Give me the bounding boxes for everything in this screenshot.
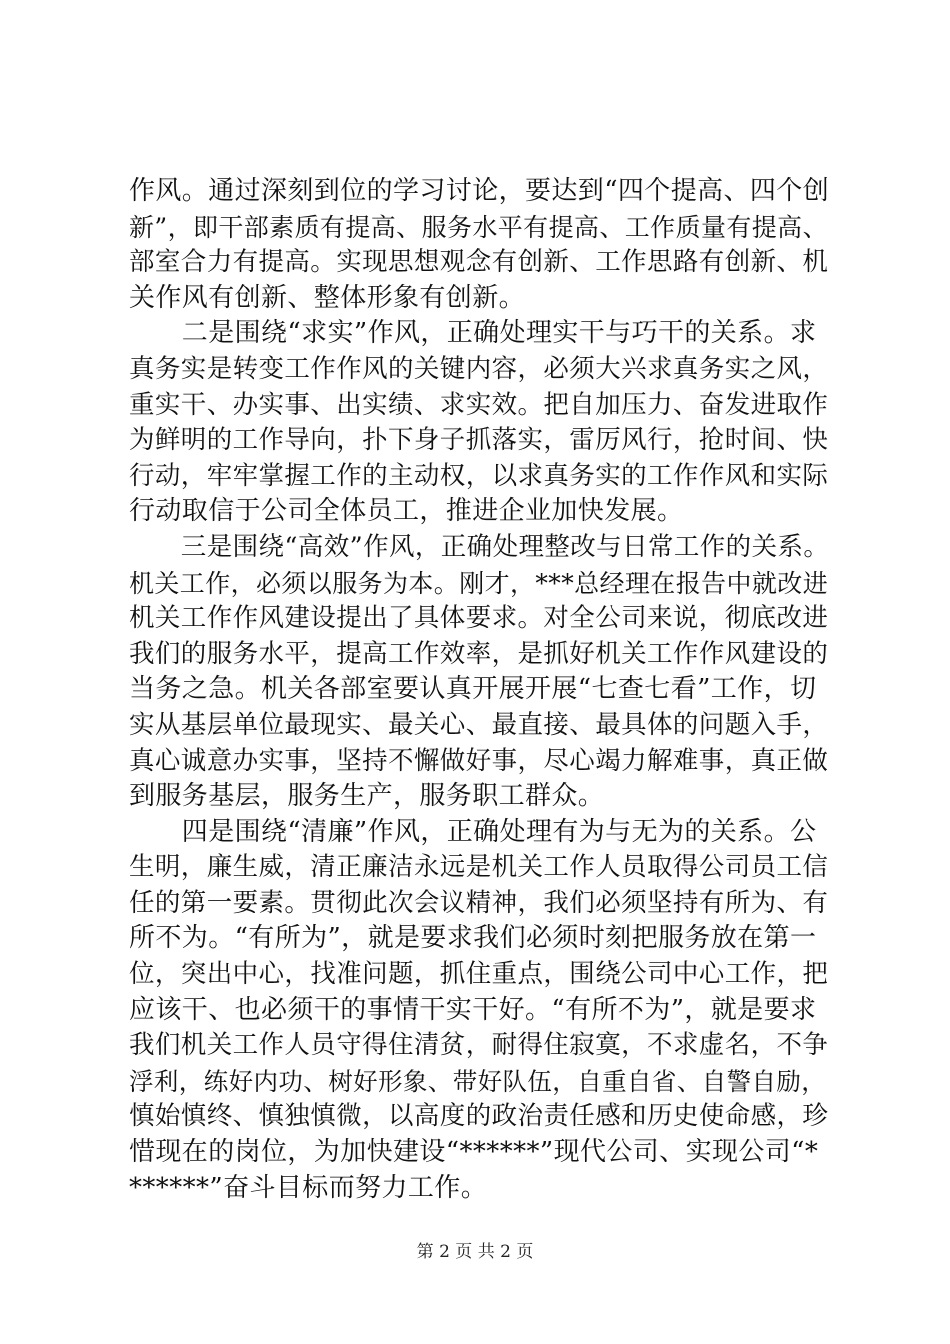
text-line: 真心诚意办实事，坚持不懈做好事，尽心竭力解难事，真正做 bbox=[129, 745, 829, 776]
text-line: 所不为。“有所为”，就是要求我们必须时刻把服务放在第一 bbox=[129, 923, 817, 954]
text-line: 位，突出中心，找准问题，抓住重点，围绕公司中心工作，把 bbox=[129, 959, 829, 990]
text-line: 到服务基层，服务生产，服务职工群众。 bbox=[129, 781, 605, 812]
text-line: 浮利，练好内功、树好形象、带好队伍，自重自省、自警自励， bbox=[129, 1066, 827, 1096]
text-line: 为鲜明的工作导向，扑下身子抓落实，雷厉风行，抢时间、快 bbox=[129, 425, 829, 456]
text-line: 四是围绕“清廉”作风，正确处理有为与无为的关系。公 bbox=[129, 816, 817, 847]
text-line: 真务实是转变工作作风的关键内容，必须大兴求真务实之风， bbox=[129, 353, 829, 384]
text-line: 重实干、办实事、出实绩、求实效。把自加压力、奋发进取作 bbox=[129, 389, 829, 420]
text-line: 我们机关工作人员守得住清贫，耐得住寂寞，不求虚名，不争 bbox=[129, 1030, 829, 1061]
text-line: 二是围绕“求实”作风，正确处理实干与巧干的关系。求 bbox=[129, 318, 817, 349]
text-line: 生明，廉生威，清正廉洁永远是机关工作人员取得公司员工信 bbox=[129, 852, 829, 883]
text-line: 当务之急。机关各部室要认真开展开展“七查七看”工作，切 bbox=[129, 674, 817, 705]
text-line: 机关工作作风建设提出了具体要求。对全公司来说，彻底改进 bbox=[129, 603, 829, 634]
text-line: 任的第一要素。贯彻此次会议精神，我们必须坚持有所为、有 bbox=[129, 887, 829, 918]
text-line: 我们的服务水平，提高工作效率，是抓好机关工作作风建设的 bbox=[129, 638, 829, 669]
text-line: 机关工作，必须以服务为本。刚才，***总经理在报告中就改进 bbox=[129, 568, 829, 598]
text-line: 三是围绕“高效”作风，正确处理整改与日常工作的关系。 bbox=[129, 531, 830, 562]
text-line: 新”，即干部素质有提高、服务水平有提高、工作质量有提高、 bbox=[129, 212, 828, 242]
text-line: ******”奋斗目标而努力工作。 bbox=[129, 1172, 488, 1203]
text-line: 关作风有创新、整体形象有创新。 bbox=[129, 282, 526, 313]
text-line: 应该干、也必须干的事情干实干好。“有所不为”，就是要求 bbox=[129, 994, 817, 1025]
text-line: 实从基层单位最现实、最关心、最直接、最具体的问题入手， bbox=[129, 709, 829, 740]
text-line: 惜现在的岗位，为加快建设“******”现代公司、实现公司“* bbox=[129, 1137, 819, 1168]
text-line: 行动，牢牢掌握工作的主动权，以求真务实的工作作风和实际 bbox=[129, 460, 829, 491]
text-line: 行动取信于公司全体员工，推进企业加快发展。 bbox=[129, 496, 684, 527]
text-line: 部室合力有提高。实现思想观念有创新、工作思路有创新、机 bbox=[129, 247, 829, 278]
page-footer bbox=[0, 1240, 950, 1264]
body-text bbox=[129, 174, 839, 1206]
text-line: 作风。通过深刻到位的学习讨论，要达到“四个提高、四个创 bbox=[129, 176, 830, 206]
text-line: 慎始慎终、慎独慎微，以高度的政治责任感和历史使命感，珍 bbox=[129, 1101, 829, 1132]
page-number: 第 2 页 共 2 页 bbox=[416, 1242, 534, 1262]
